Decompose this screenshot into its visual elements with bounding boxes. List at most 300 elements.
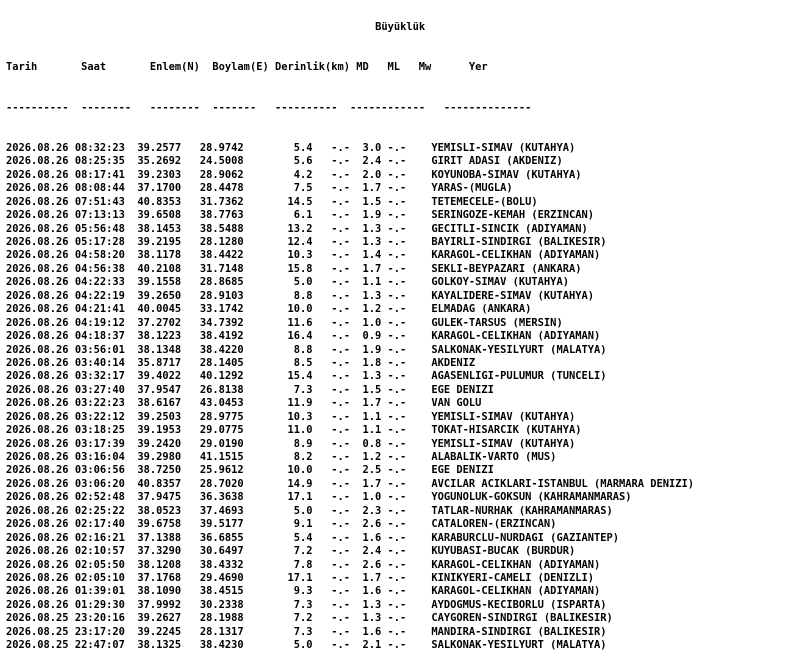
- cell-mw: -.-: [387, 303, 407, 316]
- cell-mw: -.-: [387, 598, 407, 611]
- cell-loc: TATLAR-NURHAK (KAHRAMANMARAS): [431, 504, 613, 517]
- cell-md: -.-: [331, 545, 351, 558]
- table-row: [6, 478, 694, 491]
- cell-depth: 11.0: [287, 424, 313, 437]
- cell-ml: 1.7: [362, 571, 382, 584]
- cell-loc: KINIKYERI-CAMELI (DENIZLI): [431, 571, 594, 584]
- cell-mw: -.-: [387, 491, 407, 504]
- cell-mw: -.-: [387, 168, 407, 181]
- cell-mw: -.-: [387, 316, 407, 329]
- cell-lon: 34.7392: [199, 316, 244, 329]
- cell-date: 2026.08.26: [6, 222, 69, 235]
- cell-date: 2026.08.26: [6, 236, 69, 248]
- cell-ml: 2.4: [362, 155, 382, 168]
- cell-mw: -.-: [387, 518, 407, 531]
- cell-md: -.-: [331, 303, 351, 316]
- cell-loc: KOYUNOBA-SIMAV (KUTAHYA): [431, 168, 582, 181]
- cell-date: 2026.08.26: [6, 571, 69, 584]
- cell-date: 2026.08.26: [6, 370, 69, 383]
- cell-ml: 1.3: [362, 370, 382, 383]
- cell-depth: 6.1: [293, 209, 313, 222]
- cell-depth: 7.3: [293, 625, 313, 638]
- cell-lat: 40.8357: [137, 477, 182, 490]
- cell-loc: AVCILAR ACIKLARI-ISTANBUL (MARMARA DENIZI): [431, 477, 695, 490]
- cell-lat: 39.2420: [137, 437, 182, 450]
- cell-date: 2026.08.26: [6, 598, 69, 611]
- header-date: Tarih: [6, 61, 38, 74]
- cell-depth: 5.0: [293, 276, 313, 289]
- cell-md: -.-: [331, 289, 351, 302]
- cell-ml: 1.6: [362, 531, 382, 544]
- cell-ml: 1.8: [362, 356, 382, 369]
- table-row: [6, 370, 694, 383]
- cell-md: -.-: [331, 383, 351, 396]
- cell-depth: 5.0: [293, 639, 313, 652]
- cell-ml: 1.5: [362, 195, 382, 208]
- cell-date: 2026.08.26: [6, 424, 69, 437]
- cell-date: 2026.08.26: [6, 289, 69, 302]
- cell-md: -.-: [331, 504, 351, 517]
- cell-loc: SEKLI-BEYPAZARI (ANKARA): [431, 262, 582, 275]
- table-row: [6, 169, 694, 182]
- cell-mw: -.-: [387, 545, 407, 558]
- table-row: [6, 464, 694, 477]
- cell-md: -.-: [331, 424, 351, 437]
- cell-lon: 30.6497: [199, 545, 244, 558]
- table-row: [6, 317, 694, 330]
- cell-ml: 2.6: [362, 518, 382, 531]
- table-row: [6, 424, 694, 437]
- cell-ml: 3.0: [362, 141, 382, 154]
- table-row: [6, 357, 694, 370]
- cell-lat: 39.1953: [137, 424, 182, 437]
- table-row: [6, 451, 694, 464]
- cell-mw: -.-: [387, 410, 407, 423]
- cell-mw: -.-: [387, 464, 407, 477]
- cell-md: -.-: [331, 639, 351, 652]
- cell-date: 2026.08.26: [6, 249, 69, 262]
- table-row: [6, 290, 694, 303]
- cell-lon: 38.7763: [199, 209, 244, 222]
- cell-ml: 1.1: [362, 410, 382, 423]
- cell-lat: 37.1700: [137, 182, 182, 195]
- cell-md: -.-: [331, 451, 351, 463]
- earthquake-rows: [6, 142, 694, 653]
- cell-time: 03:40:14: [74, 356, 125, 369]
- cell-mw: -.-: [387, 383, 407, 396]
- cell-lon: 28.9062: [199, 168, 244, 181]
- cell-lon: 28.8685: [199, 276, 244, 289]
- cell-loc: ALABALIK-VARTO (MUS): [431, 451, 557, 463]
- cell-md: -.-: [331, 209, 351, 222]
- table-row: [6, 276, 694, 289]
- cell-mw: -.-: [387, 370, 407, 383]
- table-row: [6, 263, 694, 276]
- cell-loc: MANDIRA-SINDIRGI (BALIKESIR): [431, 625, 607, 638]
- cell-loc: AGASENLIGI-PULUMUR (TUNCELI): [431, 370, 607, 383]
- table-row: [6, 330, 694, 343]
- cell-ml: 1.7: [362, 397, 382, 410]
- cell-lat: 37.1388: [137, 531, 182, 544]
- table-row: [6, 142, 694, 155]
- cell-md: -.-: [331, 168, 351, 181]
- table-row: [6, 303, 694, 316]
- cell-time: 04:19:12: [74, 316, 125, 329]
- cell-md: -.-: [331, 262, 351, 275]
- cell-lat: 37.1768: [137, 571, 182, 584]
- cell-lat: 39.1558: [137, 276, 182, 289]
- cell-time: 03:22:12: [74, 410, 125, 423]
- cell-md: -.-: [331, 558, 351, 571]
- cell-lon: 28.1405: [199, 356, 244, 369]
- cell-ml: 1.9: [362, 343, 382, 356]
- cell-ml: 2.4: [362, 545, 382, 558]
- cell-time: 04:22:33: [74, 276, 125, 289]
- cell-lat: 35.8717: [137, 356, 182, 369]
- cell-lat: 39.2303: [137, 168, 182, 181]
- underline-lon: -------: [212, 101, 257, 114]
- cell-depth: 4.2: [293, 168, 313, 181]
- cell-lat: 39.2650: [137, 289, 182, 302]
- cell-time: 02:05:50: [74, 558, 125, 571]
- cell-lon: 38.4422: [199, 249, 244, 262]
- cell-md: -.-: [331, 276, 351, 289]
- cell-loc: GIRIT ADASI (AKDENIZ): [431, 155, 563, 168]
- cell-md: -.-: [331, 249, 351, 262]
- cell-date: 2026.08.26: [6, 303, 69, 316]
- cell-date: 2026.08.26: [6, 531, 69, 544]
- cell-loc: KARAGOL-CELIKHAN (ADIYAMAN): [431, 330, 601, 343]
- cell-depth: 10.0: [287, 303, 313, 316]
- cell-lat: 37.3290: [137, 545, 182, 558]
- cell-time: 23:20:16: [74, 612, 125, 625]
- cell-mw: -.-: [387, 155, 407, 168]
- cell-depth: 8.5: [293, 356, 313, 369]
- cell-loc: KAYALIDERE-SIMAV (KUTAHYA): [431, 289, 594, 302]
- underline-depth: ----------: [274, 101, 338, 114]
- cell-md: -.-: [331, 397, 351, 410]
- cell-ml: 1.3: [362, 289, 382, 302]
- cell-mw: -.-: [387, 343, 407, 356]
- cell-loc: VAN GOLU: [431, 397, 482, 410]
- cell-time: 02:17:40: [74, 518, 125, 531]
- cell-date: 2026.08.26: [6, 545, 69, 558]
- header-ml: ML: [387, 61, 401, 74]
- cell-md: -.-: [331, 370, 351, 383]
- column-header-row: [6, 61, 694, 74]
- cell-lon: 31.7362: [199, 195, 244, 208]
- cell-time: 02:25:22: [74, 504, 125, 517]
- underline-date: ----------: [6, 101, 69, 114]
- cell-ml: 2.5: [362, 464, 382, 477]
- cell-loc: GULEK-TARSUS (MERSIN): [431, 316, 563, 329]
- cell-lon: 38.4192: [199, 330, 244, 343]
- cell-loc: GOLKOY-SIMAV (KUTAHYA): [431, 276, 569, 289]
- cell-lon: 28.4478: [199, 182, 244, 195]
- cell-lat: 39.2627: [137, 612, 182, 625]
- cell-time: 02:52:48: [74, 491, 125, 504]
- cell-lat: 39.2245: [137, 625, 182, 638]
- cell-date: 2026.08.26: [6, 168, 69, 181]
- cell-time: 04:21:41: [74, 303, 125, 316]
- cell-time: 04:18:37: [74, 330, 125, 343]
- cell-loc: KARABURCLU-NURDAGI (GAZIANTEP): [431, 531, 619, 544]
- cell-md: -.-: [331, 625, 351, 638]
- header-loc: Yer: [468, 61, 488, 74]
- cell-date: 2026.08.26: [6, 518, 69, 531]
- cell-md: -.-: [331, 518, 351, 531]
- cell-depth: 8.9: [293, 437, 313, 450]
- cell-lat: 39.6758: [137, 518, 182, 531]
- cell-md: -.-: [331, 222, 351, 235]
- cell-md: -.-: [331, 491, 351, 504]
- cell-time: 03:16:04: [74, 451, 125, 463]
- cell-date: 2026.08.26: [6, 330, 69, 343]
- cell-ml: 1.5: [362, 383, 382, 396]
- cell-ml: 1.3: [362, 236, 382, 248]
- cell-mw: -.-: [387, 424, 407, 437]
- cell-depth: 8.8: [293, 343, 313, 356]
- cell-loc: SALKONAK-YESILYURT (MALATYA): [431, 343, 607, 356]
- table-row: [6, 209, 694, 222]
- table-row: [6, 438, 694, 451]
- underline-lat: --------: [149, 101, 200, 114]
- cell-lat: 37.9475: [137, 491, 182, 504]
- cell-date: 2026.08.26: [6, 195, 69, 208]
- cell-depth: 7.2: [293, 545, 313, 558]
- cell-lon: 28.1280: [199, 236, 244, 248]
- cell-lat: 38.7250: [137, 464, 182, 477]
- table-row: [6, 612, 694, 625]
- cell-lon: 38.4230: [199, 639, 244, 652]
- cell-md: -.-: [331, 316, 351, 329]
- underline-mag: ------------: [350, 101, 426, 114]
- cell-time: 22:47:07: [74, 639, 125, 652]
- cell-mw: -.-: [387, 625, 407, 638]
- cell-time: 01:39:01: [74, 585, 125, 598]
- cell-time: 03:17:39: [74, 437, 125, 450]
- cell-date: 2026.08.26: [6, 504, 69, 517]
- cell-time: 03:06:20: [74, 477, 125, 490]
- cell-loc: BAYIRLI-SINDIRGI (BALIKESIR): [431, 236, 607, 248]
- cell-depth: 7.3: [293, 383, 313, 396]
- cell-md: -.-: [331, 356, 351, 369]
- cell-md: -.-: [331, 195, 351, 208]
- header-lon: Boylam(E): [212, 61, 269, 74]
- cell-mw: -.-: [387, 262, 407, 275]
- cell-lat: 39.2577: [137, 141, 182, 154]
- cell-lon: 43.0453: [199, 397, 244, 410]
- cell-date: 2026.08.26: [6, 437, 69, 450]
- table-row: [6, 397, 694, 410]
- cell-depth: 11.6: [287, 316, 313, 329]
- underline-loc: --------------: [443, 101, 532, 114]
- cell-mw: -.-: [387, 504, 407, 517]
- magnitude-group-header-row: [6, 21, 694, 34]
- cell-loc: SERINGOZE-KEMAH (ERZINCAN): [431, 209, 594, 222]
- cell-ml: 1.3: [362, 598, 382, 611]
- cell-lon: 29.0190: [199, 437, 244, 450]
- cell-time: 07:51:43: [74, 195, 125, 208]
- cell-ml: 2.0: [362, 168, 382, 181]
- cell-mw: -.-: [387, 141, 407, 154]
- cell-date: 2026.08.26: [6, 451, 69, 463]
- table-row: [6, 182, 694, 195]
- cell-lon: 38.5488: [199, 222, 244, 235]
- cell-ml: 1.1: [362, 424, 382, 437]
- cell-ml: 1.1: [362, 276, 382, 289]
- cell-mw: -.-: [387, 222, 407, 235]
- cell-lon: 28.1988: [199, 612, 244, 625]
- cell-lat: 38.6167: [137, 397, 182, 410]
- underline-time: --------: [81, 101, 132, 114]
- cell-time: 02:16:21: [74, 531, 125, 544]
- cell-ml: 2.6: [362, 558, 382, 571]
- cell-lon: 41.1515: [199, 451, 244, 463]
- cell-depth: 12.4: [287, 236, 313, 248]
- cell-lon: 33.1742: [199, 303, 244, 316]
- cell-date: 2026.08.26: [6, 343, 69, 356]
- cell-lon: 26.8138: [199, 383, 244, 396]
- cell-loc: CAYGOREN-SINDIRGI (BALIKESIR): [431, 612, 613, 625]
- cell-lat: 39.2980: [137, 451, 182, 463]
- cell-lat: 38.0523: [137, 504, 182, 517]
- cell-ml: 1.0: [362, 491, 382, 504]
- cell-loc: EGE DENIZI: [431, 383, 494, 396]
- cell-time: 08:08:44: [74, 182, 125, 195]
- cell-date: 2026.08.26: [6, 464, 69, 477]
- cell-depth: 7.3: [293, 598, 313, 611]
- cell-time: 03:32:17: [74, 370, 125, 383]
- cell-md: -.-: [331, 236, 351, 248]
- cell-lon: 36.3638: [199, 491, 244, 504]
- cell-md: -.-: [331, 531, 351, 544]
- cell-mw: -.-: [387, 289, 407, 302]
- cell-loc: CATALOREN-(ERZINCAN): [431, 518, 557, 531]
- cell-lat: 40.2108: [137, 262, 182, 275]
- cell-loc: EGE DENIZI: [431, 464, 494, 477]
- cell-md: -.-: [331, 571, 351, 584]
- cell-lon: 38.4220: [199, 343, 244, 356]
- cell-lat: 40.8353: [137, 195, 182, 208]
- cell-time: 03:18:25: [74, 424, 125, 437]
- cell-mw: -.-: [387, 531, 407, 544]
- header-lat: Enlem(N): [149, 61, 200, 74]
- cell-lat: 38.1223: [137, 330, 182, 343]
- header-time: Saat: [81, 61, 107, 74]
- cell-ml: 1.2: [362, 451, 382, 463]
- cell-depth: 17.1: [287, 491, 313, 504]
- cell-lon: 28.1317: [199, 625, 244, 638]
- cell-loc: YEMISLI-SIMAV (KUTAHYA): [431, 437, 576, 450]
- cell-mw: -.-: [387, 571, 407, 584]
- cell-depth: 8.8: [293, 289, 313, 302]
- cell-time: 05:56:48: [74, 222, 125, 235]
- cell-time: 04:22:19: [74, 289, 125, 302]
- cell-lat: 38.1178: [137, 249, 182, 262]
- cell-date: 2026.08.26: [6, 141, 69, 154]
- cell-depth: 13.2: [287, 222, 313, 235]
- table-row: [6, 491, 694, 504]
- cell-depth: 7.5: [293, 182, 313, 195]
- table-row: [6, 505, 694, 518]
- cell-time: 08:32:23: [74, 141, 125, 154]
- cell-lon: 36.6855: [199, 531, 244, 544]
- cell-md: -.-: [331, 464, 351, 477]
- cell-mw: -.-: [387, 236, 407, 248]
- header-mw: Mw: [418, 61, 432, 74]
- table-row: [6, 236, 694, 249]
- cell-date: 2026.08.26: [6, 182, 69, 195]
- cell-depth: 5.6: [293, 155, 313, 168]
- cell-time: 03:27:40: [74, 383, 125, 396]
- cell-date: 2026.08.26: [6, 356, 69, 369]
- header-underline-row: [6, 102, 694, 115]
- cell-ml: 1.7: [362, 262, 382, 275]
- cell-depth: 7.2: [293, 612, 313, 625]
- cell-loc: TETEMECELE-(BOLU): [431, 195, 538, 208]
- cell-lat: 39.6508: [137, 209, 182, 222]
- cell-depth: 16.4: [287, 330, 313, 343]
- cell-ml: 1.6: [362, 585, 382, 598]
- cell-depth: 8.2: [293, 451, 313, 463]
- cell-md: -.-: [331, 585, 351, 598]
- cell-loc: KARAGOL-CELIKHAN (ADIYAMAN): [431, 585, 601, 598]
- cell-lon: 28.9742: [199, 141, 244, 154]
- cell-date: 2026.08.26: [6, 276, 69, 289]
- cell-mw: -.-: [387, 182, 407, 195]
- cell-md: -.-: [331, 155, 351, 168]
- cell-lat: 37.9992: [137, 598, 182, 611]
- cell-lon: 38.4515: [199, 585, 244, 598]
- cell-loc: YARAS-(MUGLA): [431, 182, 513, 195]
- cell-date: 2026.08.26: [6, 397, 69, 410]
- cell-loc: GECITLI-SINCIK (ADIYAMAN): [431, 222, 588, 235]
- cell-lon: 39.5177: [199, 518, 244, 531]
- cell-depth: 15.8: [287, 262, 313, 275]
- cell-date: 2026.08.26: [6, 262, 69, 275]
- cell-lat: 37.2702: [137, 316, 182, 329]
- cell-mw: -.-: [387, 356, 407, 369]
- cell-depth: 15.4: [287, 370, 313, 383]
- cell-depth: 5.4: [293, 531, 313, 544]
- cell-ml: 1.6: [362, 625, 382, 638]
- cell-loc: ELMADAG (ANKARA): [431, 303, 532, 316]
- cell-ml: 1.7: [362, 182, 382, 195]
- table-row: [6, 532, 694, 545]
- cell-lat: 40.0045: [137, 303, 182, 316]
- cell-depth: 9.1: [293, 518, 313, 531]
- cell-loc: TOKAT-HISARCIK (KUTAHYA): [431, 424, 582, 437]
- magnitude-group-label: Büyüklük: [375, 20, 426, 33]
- cell-lon: 40.1292: [199, 370, 244, 383]
- cell-time: 04:56:38: [74, 262, 125, 275]
- cell-mw: -.-: [387, 477, 407, 490]
- cell-date: 2026.08.25: [6, 625, 69, 638]
- cell-lat: 39.2503: [137, 410, 182, 423]
- cell-lon: 37.4693: [199, 504, 244, 517]
- cell-time: 05:17:28: [74, 236, 125, 248]
- cell-mw: -.-: [387, 276, 407, 289]
- cell-ml: 2.3: [362, 504, 382, 517]
- cell-md: -.-: [331, 437, 351, 450]
- table-row: [6, 559, 694, 572]
- cell-md: -.-: [331, 330, 351, 343]
- table-row: [6, 196, 694, 209]
- cell-lon: 38.4332: [199, 558, 244, 571]
- cell-md: -.-: [331, 410, 351, 423]
- cell-depth: 5.0: [293, 504, 313, 517]
